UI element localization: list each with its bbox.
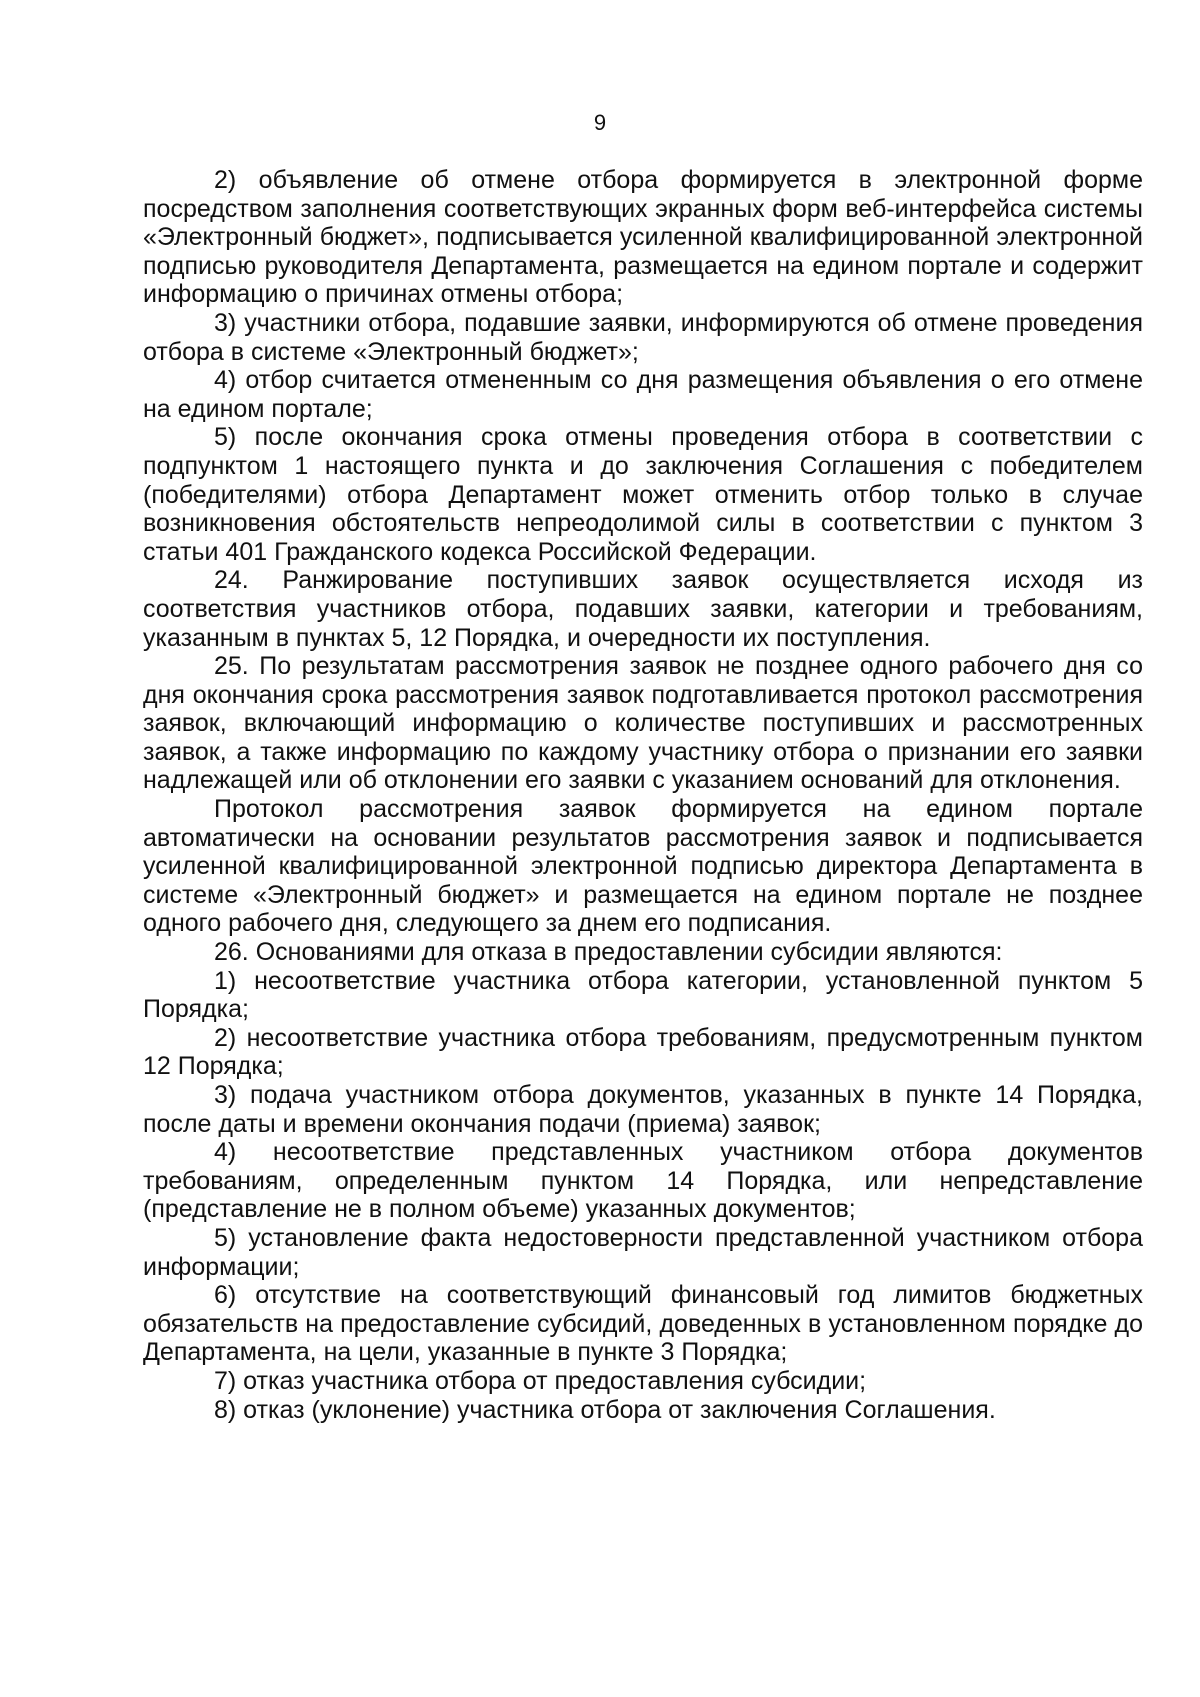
refusal-ground-7: 7) отказ участника отбора от предоставления субсидии; [214, 1366, 867, 1395]
paragraph-item-4: 4) отбор считается отмененным со дня размещения объявления о его отмене на едином портале; [143, 366, 1143, 423]
paragraph-item-2: 2) объявление об отмене отбора формируется в электронной форме посредством заполнения соответствующих экранных форм веб-интерфейса системы «Электронный бюджет», подписывается усиленной квалифицированной электронной подписью руководителя Департамента, размещается на едином портале и содержит информацию о причинах отмены отбора; [143, 166, 1143, 309]
refusal-ground-8: 8) отказ (уклонение) участника отбора от заключения Соглашения. [214, 1395, 996, 1424]
page-number: 9 [593, 110, 607, 135]
document-body [143, 166, 1143, 1424]
refusal-ground-1: 1) несоответствие участника отбора категории, установленной пунктом 5 Порядка; [143, 966, 1143, 1024]
paragraph-clause-25: 25. По результатам рассмотрения заявок не позднее одного рабочего дня со дня окончания срока рассмотрения заявок подготавливается протокол рассмотрения заявок, включающий информацию о количестве поступивших и рассмотренных заявок, а также информацию по каждому участнику отбора о признании его заявки надлежащей или об отклонении его заявки с указанием оснований для отклонения. [143, 652, 1143, 795]
refusal-ground-5: 5) установление факта недостоверности представленной участником отбора информации; [143, 1223, 1143, 1281]
paragraph-clause-24: 24. Ранжирование поступивших заявок осуществляется исходя из соответствия участников отбора, подавших заявки, категории и требованиям, указанным в пунктах 5, 12 Порядка, и очередности их поступления. [143, 566, 1143, 652]
paragraph-protocol: Протокол рассмотрения заявок формируется на едином портале автоматически на основании результатов рассмотрения заявок и подписывается усиленной квалифицированной электронной подписью директора Департамента в системе «Электронный бюджет» и размещается на едином портале не позднее одного рабочего дня, следующего за днем его подписания. [143, 795, 1143, 938]
refusal-ground-6: 6) отсутствие на соответствующий финансовый год лимитов бюджетных обязательств на предоставление субсидий, доведенных в установленном порядке до Департамента, на цели, указанные в пункте 3 Порядка; [143, 1281, 1143, 1367]
refusal-ground-4: 4) несоответствие представленных участником отбора документов требованиям, определенным пунктом 14 Порядка, или непредставление (представление не в полном объеме) указанных документов; [143, 1138, 1143, 1224]
refusal-ground-2: 2) несоответствие участника отбора требованиям, предусмотренным пунктом 12 Порядка; [143, 1023, 1143, 1081]
refusal-ground-3: 3) подача участником отбора документов, указанных в пункте 14 Порядка, после даты и времени окончания подачи (приема) заявок; [143, 1081, 1143, 1138]
paragraph-item-5: 5) после окончания срока отмены проведения отбора в соответствии с подпунктом 1 настоящего пункта и до заключения Соглашения с победителем (победителями) отбора Департамент может отменить отбор только в случае возникновения обстоятельств непреодолимой силы в соответствии с пунктом 3 статьи 401 Гражданского кодекса Российской Федерации. [143, 423, 1143, 566]
paragraph-clause-26: 26. Основаниями для отказа в предоставлении субсидии являются: [214, 938, 1003, 967]
paragraph-item-3: 3) участники отбора, подавшие заявки, информируются об отмене проведения отбора в системе «Электронный бюджет»; [143, 308, 1143, 366]
